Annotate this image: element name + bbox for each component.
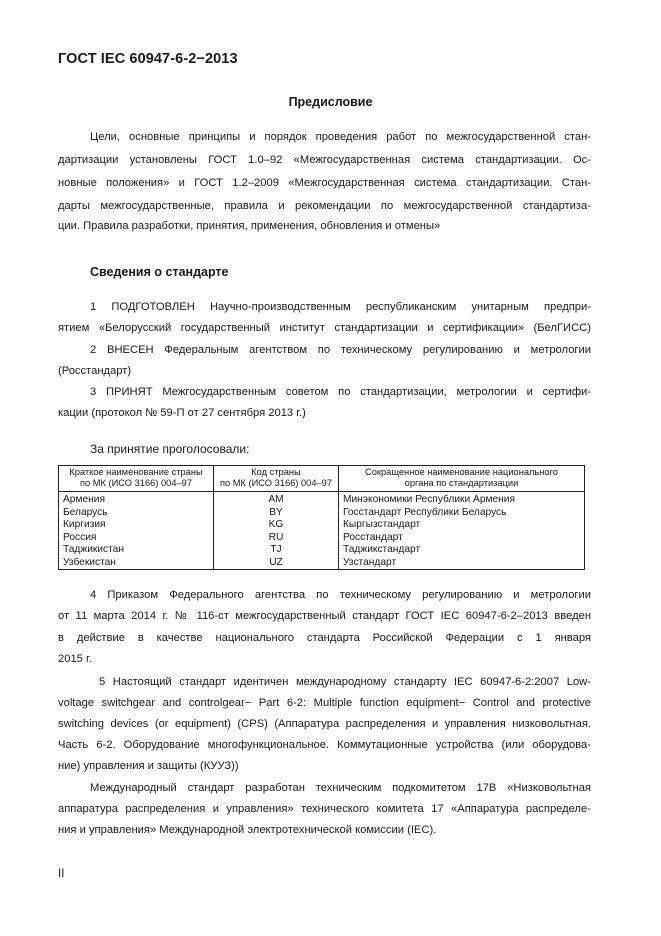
foreword-line: ции. Правила разработки, принятия, применения, обновления и отмены»	[58, 220, 441, 232]
country-code: AM	[214, 492, 339, 507]
country-name: Узбекистан	[59, 557, 214, 570]
info-item-5: 5 Настоящий стандарт идентичен международному стандарту IEC 60947-6-2:2007 Low-	[99, 676, 591, 688]
info-item-5-cont: ние) управления и защиты (КУУЗ))	[58, 760, 239, 772]
standards-body: Таджикстандарт	[339, 544, 585, 557]
table-row	[59, 492, 585, 507]
country-code: UZ	[214, 557, 339, 570]
header-country-code: Код страны по МК (ИСО 3166) 004–97	[214, 466, 339, 492]
standards-body: Госстандарт Республики Беларусь	[339, 507, 585, 520]
page-number: II	[58, 868, 65, 880]
info-item-3: 3 ПРИНЯТ Межгосударственным советом по стандартизации, метрологии и сертифи-	[90, 386, 591, 398]
country-code: KG	[214, 519, 339, 532]
foreword-line: дарты межгосударственные, правила и рекомендации по межгосударственной стандартиза-	[58, 200, 591, 212]
table-row	[59, 507, 585, 520]
country-name: Россия	[59, 532, 214, 545]
info-item-6-cont: аппаратура распределения и управления» технического комитета 17 «Аппаратура распределе-	[58, 803, 591, 815]
vote-caption: За принятие проголосовали:	[90, 442, 250, 456]
foreword-line: новные положения» и ГОСТ 1.2–2009 «Межгосударственная система стандартизации. Стан-	[58, 177, 591, 189]
voting-table	[58, 465, 585, 570]
info-item-1: 1 ПОДГОТОВЛЕН Научно-производственным республиканским унитарным предпри-	[90, 301, 591, 313]
info-item-5-cont: switching devices (or equipment) (CPS) (Аппаратура распределения и управления низковольтная.	[58, 718, 591, 730]
foreword-title: Предисловие	[288, 95, 373, 109]
table-row	[59, 519, 585, 532]
header-country-name: Краткое наименование страны по МК (ИСО 3166) 004–97	[59, 466, 214, 492]
info-item-5-cont: Часть 6-2. Оборудование многофункциональное. Коммутационные устройства (или оборудова-	[58, 739, 591, 751]
country-code: RU	[214, 532, 339, 545]
info-item-4-cont: от 11 марта 2014 г. № 116-ст межгосударственный стандарт ГОСТ IEC 60947-6-2–2013 введен	[58, 610, 591, 622]
info-section-title: Сведения о стандарте	[90, 265, 229, 279]
document-id: ГОСТ IEC 60947-6-2−2013	[58, 51, 238, 67]
foreword-line: Цели, основные принципы и порядок проведения работ по межгосударственной стан-	[90, 131, 591, 143]
standards-body: Узстандарт	[339, 557, 585, 570]
standards-body: Кыргызстандарт	[339, 519, 585, 532]
info-item-6: Международный стандарт разработан техническим подкомитетом 17B «Низковольтная	[90, 782, 591, 794]
table-header-row	[59, 466, 585, 492]
info-item-2: 2 ВНЕСЕН Федеральным агентством по техническому регулированию и метрологии	[90, 344, 591, 356]
country-name: Армения	[59, 492, 214, 507]
table-row	[59, 557, 585, 570]
standards-body: Росстандарт	[339, 532, 585, 545]
standards-body: Минэкономики Республики Армения	[339, 492, 585, 507]
foreword-line: дартизации установлены ГОСТ 1.0–92 «Межгосударственная система стандартизации. Ос-	[58, 154, 591, 166]
info-item-6-cont: ния и управления» Международной электротехнической комиссии (IEC).	[58, 824, 437, 836]
info-item-4-cont: в действие в качестве национального стандарта Российской Федерации с 1 января	[58, 632, 591, 644]
info-item-5-cont: voltage switchgear and controlgear− Part 6-2: Multiple function equipment− Control and protective	[58, 697, 591, 709]
header-standards-body: Сокращенное наименование национального органа по стандартизации	[339, 466, 585, 492]
country-code: TJ	[214, 544, 339, 557]
info-item-4: 4 Приказом Федерального агентства по техническому регулированию и метрологии	[90, 589, 591, 601]
info-item-2-cont: (Росстандарт)	[58, 365, 132, 377]
country-code: BY	[214, 507, 339, 520]
info-item-3-cont: кации (протокол № 59-П от 27 сентября 2013 г.)	[58, 407, 306, 419]
info-item-4-cont: 2015 г.	[58, 653, 92, 665]
info-item-1-cont: ятием «Белорусский государственный институт стандартизации и сертификации» (БелГИСС)	[58, 322, 591, 334]
country-name: Таджикистан	[59, 544, 214, 557]
table-row	[59, 532, 585, 545]
country-name: Киргизия	[59, 519, 214, 532]
country-name: Беларусь	[59, 507, 214, 520]
table-row	[59, 544, 585, 557]
